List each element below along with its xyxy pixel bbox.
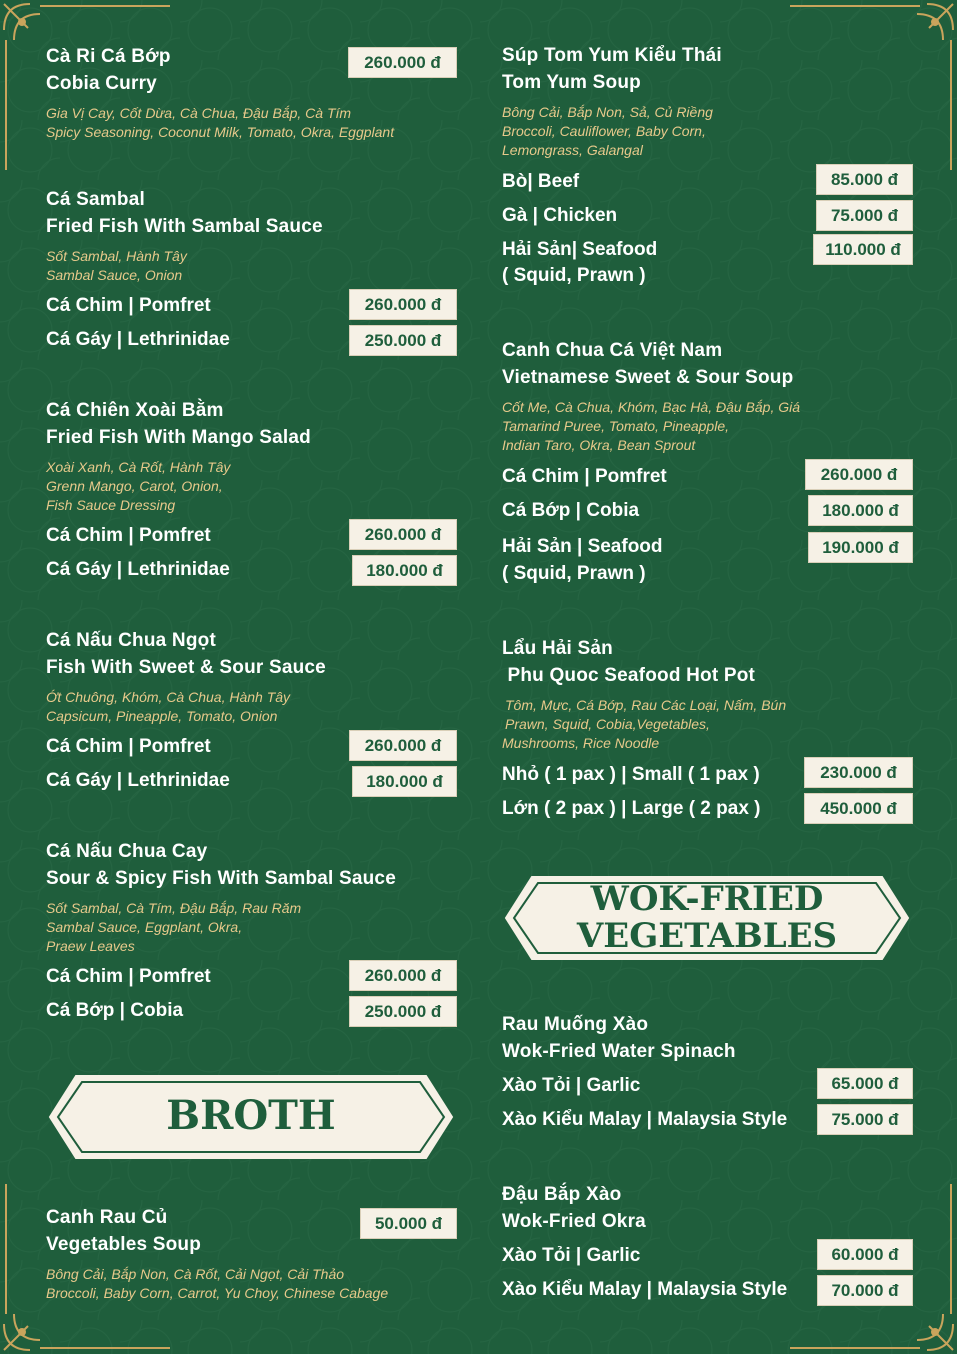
dish-description: Praew Leaves (46, 938, 135, 954)
dish-description: Tamarind Puree, Tomato, Pineapple, (502, 418, 729, 434)
dish-title-vi: Cá Sambal (46, 189, 145, 210)
dish-description: Prawn, Squid, Cobia,Vegetables, (505, 716, 710, 732)
dish-title-vi: Canh Rau Củ (46, 1207, 168, 1228)
option-label: Bò| Beef (502, 171, 580, 192)
option-label: Gà | Chicken (502, 205, 618, 226)
banner-title: BROTH (166, 1092, 336, 1139)
dish-title-vi: Lẩu Hải Sản (502, 638, 613, 659)
option-label: Cá Chim | Pomfret (46, 295, 211, 316)
dish-description: Tôm, Mực, Cá Bớp, Rau Các Loại, Nấm, Bún (505, 697, 787, 713)
option-label: Cá Bớp | Cobia (46, 1000, 184, 1021)
option-label: ( Squid, Prawn ) (502, 563, 646, 584)
option-label: Hải Sản| Seafood (502, 239, 658, 260)
dish-description: Bông Cải, Bắp Non, Sả, Củ Riềng (502, 104, 713, 120)
option-label: Cá Chim | Pomfret (46, 736, 211, 757)
price-tag: 65.000 đ (818, 1069, 912, 1098)
option-label: Xào Kiểu Malay | Malaysia Style (502, 1279, 788, 1300)
dish-description: Grenn Mango, Carot, Onion, (46, 478, 223, 494)
option-label: Cá Chim | Pomfret (46, 966, 211, 987)
price-tag: 260.000 đ (350, 961, 456, 990)
option-label: ( Squid, Prawn ) (502, 265, 646, 286)
dish-description: Mushrooms, Rice Noodle (502, 735, 660, 751)
dish-title-vi: Súp Tom Yum Kiểu Thái (502, 45, 722, 66)
dish-title-en: Tom Yum Soup (502, 72, 641, 93)
option-label: Cá Gáy | Lethrinidae (46, 559, 230, 580)
dish-description: Sốt Sambal, Hành Tây (46, 248, 187, 264)
dish-description: Ớt Chuông, Khóm, Cà Chua, Hành Tây (46, 689, 291, 705)
dish-title-en: Phu Quoc Seafood Hot Pot (502, 665, 756, 686)
price-tag: 190.000 đ (809, 533, 912, 562)
price-tag: 75.000 đ (817, 201, 912, 230)
price-tag: 60.000 đ (818, 1240, 912, 1269)
price-tag: 75.000 đ (818, 1105, 912, 1134)
option-label: Cá Bớp | Cobia (502, 500, 640, 521)
dish-title-vi: Cá Nấu Chua Ngọt (46, 630, 216, 651)
dish-title-en: Fried Fish With Mango Salad (46, 427, 311, 448)
price-tag: 50.000 đ (361, 1209, 456, 1238)
dish-description: Cốt Me, Cà Chua, Khóm, Bạc Hà, Đậu Bắp, Giá (502, 399, 801, 415)
dish-title-en: Wok-Fried Water Spinach (502, 1041, 736, 1062)
option-label: Hải Sản | Seafood (502, 536, 663, 557)
dish-title-vi: Cà Ri Cá Bớp (46, 46, 171, 67)
dish-description: Sambal Sauce, Onion (46, 267, 183, 283)
price-tag: 180.000 đ (809, 496, 912, 525)
dish-title-en: Fish With Sweet & Sour Sauce (46, 657, 326, 678)
dish-description: Indian Taro, Okra, Bean Sprout (502, 437, 696, 453)
price-tag: 260.000 đ (806, 460, 912, 489)
option-label: Xào Tỏi | Garlic (502, 1075, 641, 1096)
dish-description: Fish Sauce Dressing (46, 497, 176, 513)
price-tag: 250.000 đ (350, 326, 456, 355)
dish-title-en: Sour & Spicy Fish With Sambal Sauce (46, 868, 396, 889)
dish-description: Gia Vị Cay, Cốt Dừa, Cà Chua, Đậu Bắp, Cà Tím (46, 105, 352, 121)
dish-title-en: Wok-Fried Okra (502, 1211, 646, 1232)
dish-title-vi: Đậu Bắp Xào (502, 1184, 622, 1205)
option-label: Xào Tỏi | Garlic (502, 1245, 641, 1266)
dish-description: Capsicum, Pineapple, Tomato, Onion (46, 708, 278, 724)
option-label: Cá Gáy | Lethrinidae (46, 329, 230, 350)
dish-description: Sambal Sauce, Eggplant, Okra, (46, 919, 243, 935)
dish-description: Bông Cải, Bắp Non, Cà Rốt, Cải Ngọt, Cải Thảo (46, 1266, 345, 1282)
dish-title-en: Fried Fish With Sambal Sauce (46, 216, 323, 237)
dish-description: Broccoli, Baby Corn, Carrot, Yu Choy, Chinese Cabage (46, 1285, 389, 1301)
dish-title-vi: Cá Nấu Chua Cay (46, 841, 208, 862)
dish-description: Lemongrass, Galangal (502, 142, 643, 158)
price-tag: 230.000 đ (805, 758, 912, 787)
dish-title-vi: Canh Chua Cá Việt Nam (502, 340, 723, 361)
price-tag: 450.000 đ (805, 794, 912, 823)
dish-description: Sốt Sambal, Cà Tím, Đậu Bắp, Rau Răm (46, 900, 302, 916)
dish-description: Broccoli, Cauliflower, Baby Corn, (502, 123, 706, 139)
dish-title-en: Vegetables Soup (46, 1234, 202, 1255)
dish-description: Xoài Xanh, Cà Rốt, Hành Tây (46, 459, 231, 475)
price-tag: 260.000 đ (350, 731, 456, 760)
price-tag: 250.000 đ (350, 997, 456, 1026)
price-tag: 85.000 đ (817, 165, 912, 194)
dish-title-en: Cobia Curry (46, 73, 157, 94)
dish-description: Spicy Seasoning, Coconut Milk, Tomato, Okra, Eggplant (46, 124, 395, 140)
banner-title-line1: WOK-FRIED (590, 879, 824, 919)
option-label: Lớn ( 2 pax ) | Large ( 2 pax ) (502, 798, 761, 819)
price-tag: 180.000 đ (353, 556, 456, 585)
price-tag: 260.000 đ (350, 520, 456, 549)
dish-title-vi: Rau Muống Xào (502, 1014, 649, 1035)
option-label: Cá Gáy | Lethrinidae (46, 770, 230, 791)
dish-title-en: Vietnamese Sweet & Sour Soup (502, 367, 794, 388)
price-tag: 260.000 đ (349, 48, 456, 77)
option-label: Xào Kiểu Malay | Malaysia Style (502, 1109, 788, 1130)
price-tag: 260.000 đ (350, 290, 456, 319)
option-label: Cá Chim | Pomfret (502, 466, 667, 487)
price-tag: 180.000 đ (353, 767, 456, 796)
banner-title-line2: VEGETABLES (576, 916, 838, 956)
dish-title-vi: Cá Chiên Xoài Bằm (46, 400, 224, 421)
price-tag: 110.000 đ (814, 235, 912, 264)
price-tag: 70.000 đ (818, 1276, 912, 1305)
option-label: Cá Chim | Pomfret (46, 525, 211, 546)
option-label: Nhỏ ( 1 pax ) | Small ( 1 pax ) (502, 764, 760, 785)
